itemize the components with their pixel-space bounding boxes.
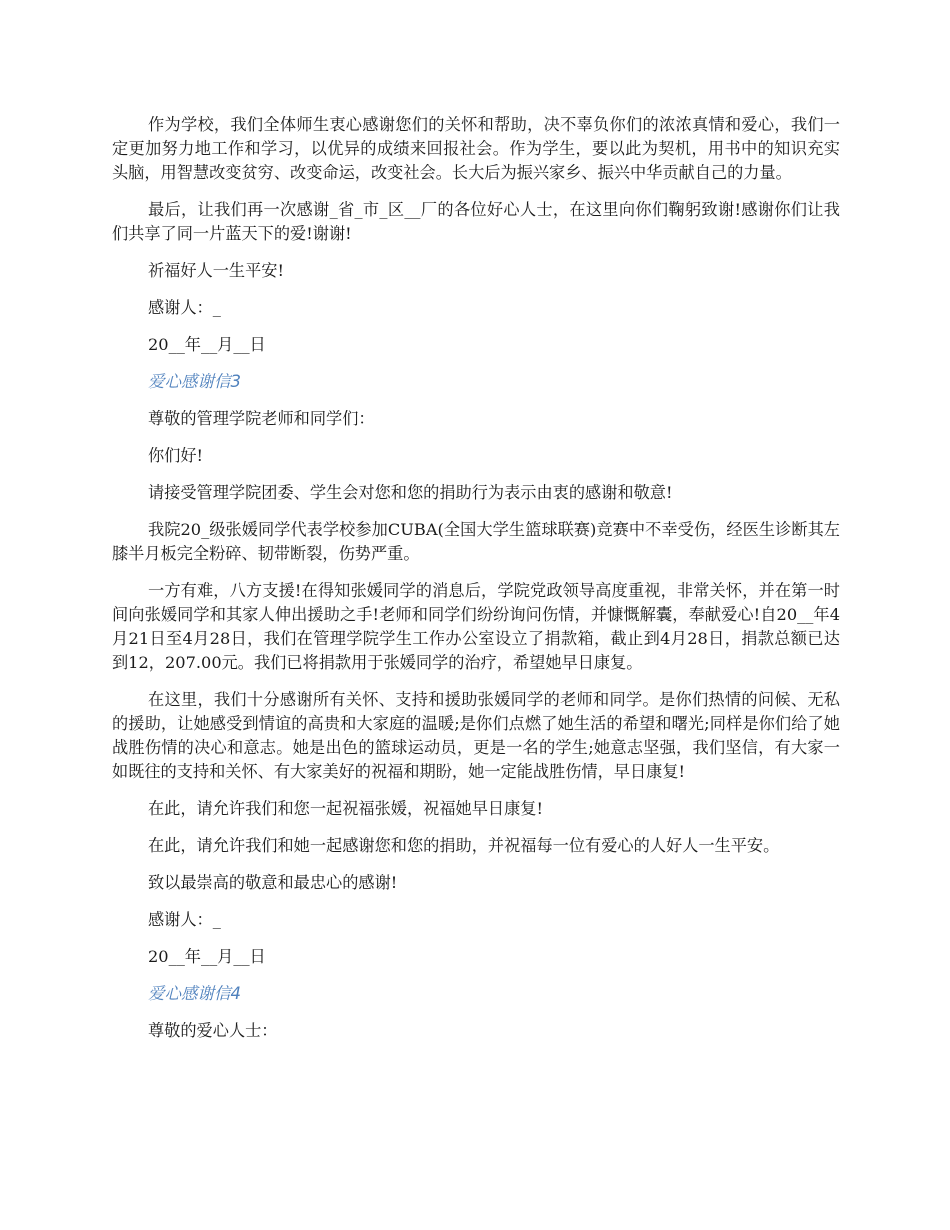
body-paragraph: 20__年__月__日 (148, 335, 266, 354)
body-paragraph: 在此，请允许我们和她一起感谢您和您的捐助，并祝福每一位有爱心的人好人一生平安。 (148, 836, 780, 855)
body-paragraph: 在这里，我们十分感谢所有关怀、支持和援助张媛同学的老师和同学。是你们热情的问候、无私的援助，让她感受到情谊的高贵和大家庭的温暖;是你们点燃了她生活的希望和曙光;同样是你们给了她战胜伤情的决心和意志。她是出色的篮球运动员，更是一名的学生;她意志坚强，我们坚信，有大家一如既往的支持和关怀、有大家美好的祝福和期盼，她一定能战胜伤情，早日康复! (112, 690, 840, 781)
body-paragraph: 请接受管理学院团委、学生会对您和您的捐助行为表示由衷的感谢和敬意! (148, 483, 673, 502)
body-paragraph: 尊敬的管理学院老师和同学们： (148, 409, 375, 428)
body-paragraph: 你们好! (148, 446, 204, 465)
body-paragraph: 感谢人：_ (148, 910, 221, 929)
body-paragraph: 我院20_级张媛同学代表学校参加CUBA(全国大学生篮球联赛)竞赛中不幸受伤，经医生诊断其左膝半月板完全粉碎、韧带断裂，伤势严重。 (112, 520, 840, 563)
body-paragraph: 尊敬的爱心人士： (148, 1021, 278, 1040)
body-paragraph: 最后，让我们再一次感谢_省_市_区__厂的各位好心人士，在这里向你们鞠躬致谢!感谢你们让我们共享了同一片蓝天下的爱!谢谢! (112, 200, 840, 243)
document-body (112, 113, 840, 1056)
body-paragraph: 20__年__月__日 (148, 947, 266, 966)
body-paragraph: 感谢人：_ (148, 298, 221, 317)
body-paragraph: 在此，请允许我们和您一起祝福张媛，祝福她早日康复! (148, 799, 544, 818)
section-heading: 爱心感谢信4 (148, 984, 241, 1003)
body-paragraph: 致以最崇高的敬意和最忠心的感谢! (148, 873, 398, 892)
body-paragraph: 作为学校，我们全体师生衷心感谢您们的关怀和帮助，决不辜负你们的浓浓真情和爱心，我们一定更加努力地工作和学习，以优异的成绩来回报社会。作为学生，要以此为契机，用书中的知识充实头脑，用智慧改变贫穷、改变命运，改变社会。长大后为振兴家乡、振兴中华贡献自己的力量。 (112, 115, 840, 182)
body-paragraph: 一方有难，八方支援!在得知张媛同学的消息后，学院党政领导高度重视，非常关怀，并在第一时间向张媛同学和其家人伸出援助之手!老师和同学们纷纷询问伤情，并慷慨解囊，奉献爱心!自20__年4月21日至4月28日，我们在管理学院学生工作办公室设立了捐款箱，截止到4月28日，捐款总额已达到12，207.00元。我们已将捐款用于张媛同学的治疗，希望她早日康复。 (112, 581, 840, 672)
body-paragraph: 祈福好人一生平安! (148, 261, 285, 280)
section-heading: 爱心感谢信3 (148, 372, 241, 391)
